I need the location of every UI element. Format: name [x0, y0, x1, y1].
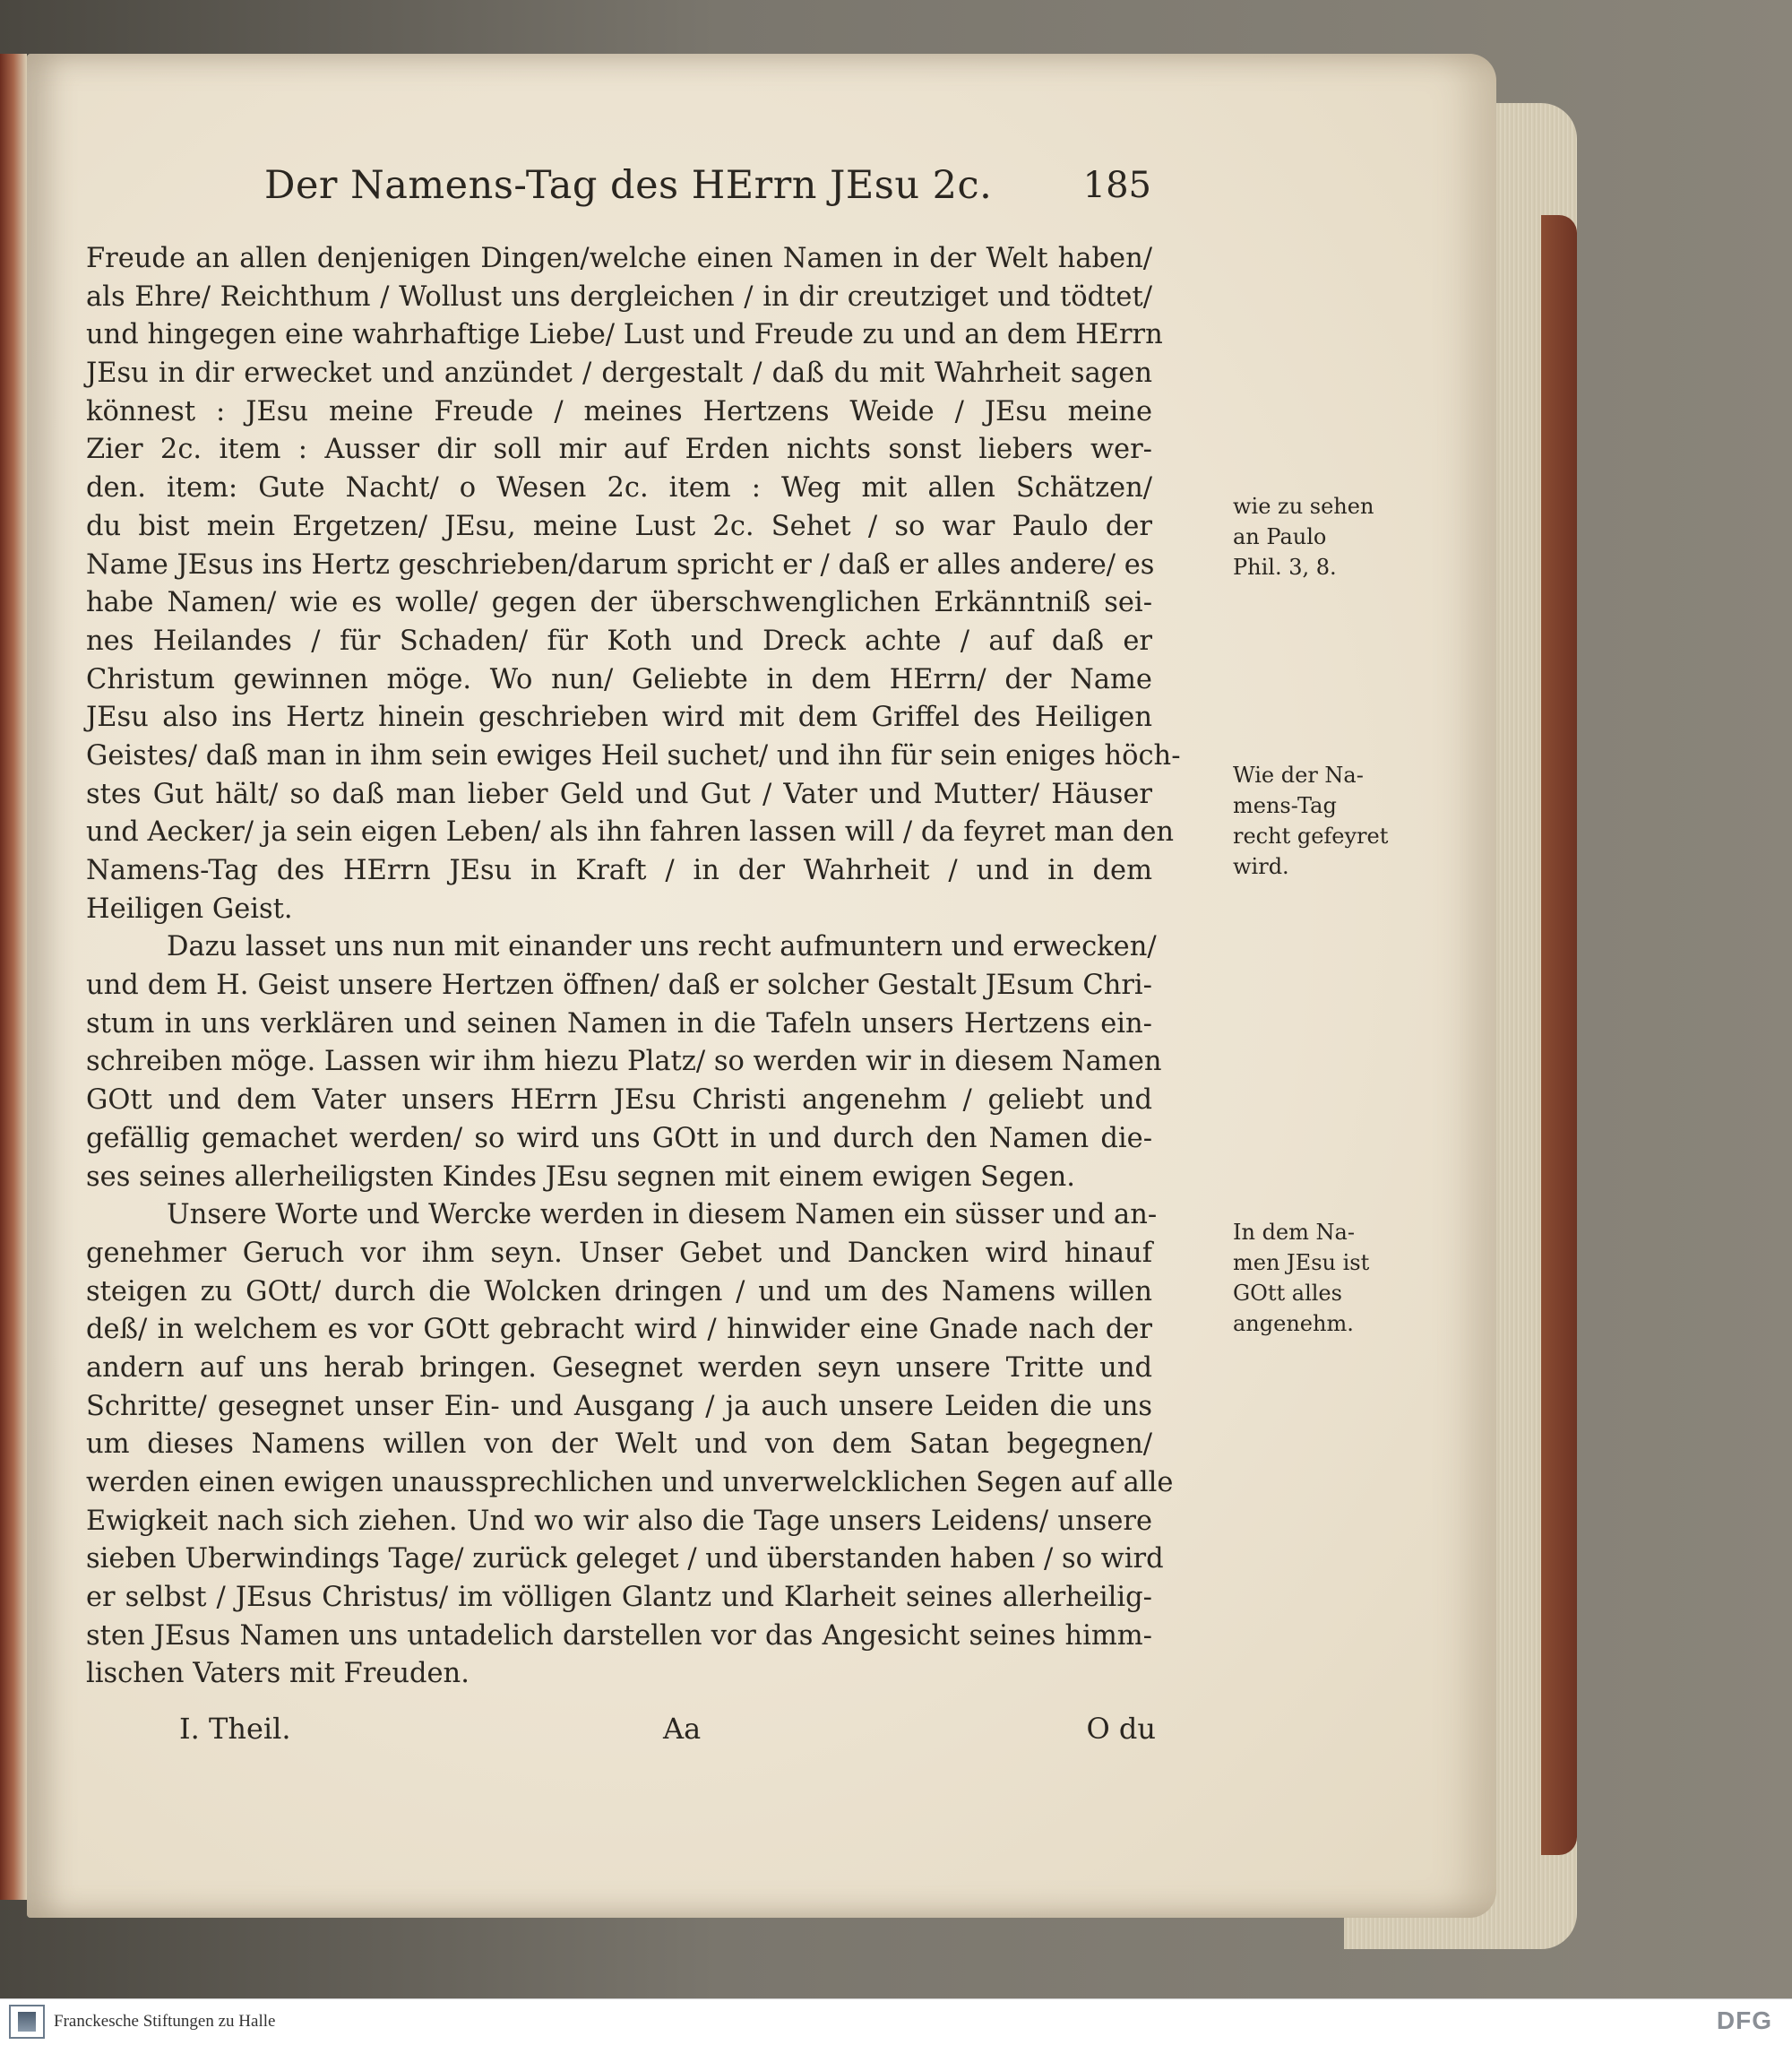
signature-mark: Aa [663, 1712, 702, 1746]
left-page-edge [0, 54, 27, 1900]
text-line: um dieses Namens willen von der Welt und von dem Satan begegnen/ [86, 1428, 1152, 1461]
marginal-note-line: Phil. 3, 8. [1233, 555, 1337, 580]
marginal-note [1233, 1217, 1412, 1339]
body-text [86, 240, 1389, 1694]
page-header [264, 163, 1151, 217]
text-line: Namens-Tag des HErrn JEsu in Kraft / in der Wahrheit / und in dem [86, 855, 1152, 886]
text-line: gefällig gemachet werden/ so wird uns GOtt in und durch den Namen die- [86, 1122, 1152, 1154]
text-line: und Aecker/ ja sein eigen Leben/ als ihn fahren lassen will / da feyret man den [86, 816, 1175, 849]
text-line: nes Heilandes / für Schaden/ für Koth und Dreck achte / auf daß er [86, 625, 1152, 657]
page-footer [179, 1712, 1156, 1756]
text-line: Unsere Worte und Wercke werden in diesem Namen ein süsser und an- [167, 1199, 1158, 1231]
text-line: genehmer Geruch vor ihm seyn. Unser Gebet und Dancken wird hinauf [86, 1237, 1152, 1269]
attribution-bar [0, 1998, 1792, 2045]
text-line: JEsu in dir erwecket und anzündet / dergestalt / daß du mit Wahrheit sagen [86, 358, 1152, 390]
text-line: Christum gewinnen möge. Wo nun/ Geliebte in dem HErrn/ der Name [86, 663, 1152, 695]
marginal-note-line: wird. [1233, 854, 1289, 879]
text-line: Freude an allen denjenigen Dingen/welche einen Namen in der Welt haben/ [86, 243, 1152, 274]
marginal-note [1233, 491, 1412, 582]
text-line: Geistes/ daß man in ihm sein ewiges Heil suchet/ und ihn für sein eniges höch- [86, 739, 1181, 772]
text-line: deß/ in welchem es vor GOtt gebracht wird / hinwider eine Gnade nach der [86, 1314, 1152, 1346]
institution-name[interactable]: Franckesche Stiftungen zu Halle [54, 2012, 276, 2031]
text-line: stum in uns verklären und seinen Namen in die Tafeln unsers Hertzens ein- [86, 1007, 1152, 1040]
text-line: steigen zu GOtt/ durch die Wolcken dringen / und um des Namens willen [86, 1275, 1152, 1307]
marginal-note-line: angenehm. [1233, 1311, 1354, 1336]
text-line: und dem H. Geist unsere Hertzen öffnen/ daß er solcher Gestalt JEsum Chri- [86, 970, 1152, 1002]
text-line: sieben Uberwindings Tage/ zurück geleget / und überstanden haben / so wird [86, 1543, 1164, 1575]
dfg-logo[interactable]: DFG [1716, 2006, 1772, 2034]
text-line: Schritte/ gesegnet unser Ein- und Ausgang / ja auch unsere Leiden die uns [86, 1390, 1152, 1422]
text-line: könnest : JEsu meine Freude / meines Hertzens Weide / JEsu meine [86, 395, 1152, 427]
marginal-note-line: Wie der Na- [1233, 763, 1364, 788]
marginal-note-line: In dem Na- [1233, 1220, 1355, 1245]
text-line: JEsu also ins Hertz hinein geschrieben wird mit dem Griffel des Heiligen [86, 702, 1152, 734]
text-line: Dazu lasset uns nun mit einander uns recht aufmuntern und erwecken/ [167, 931, 1157, 963]
marginal-note [1233, 760, 1412, 882]
text-line: andern auf uns herab bringen. Gesegnet werden seyn unsere Tritte und [86, 1351, 1152, 1384]
text-line: lischen Vaters mit Freuden. [86, 1658, 470, 1690]
text-line: er selbst / JEsus Christus/ im völligen Glantz und Klarheit seines allerheilig- [86, 1582, 1152, 1614]
book-cover-edge [1541, 215, 1577, 1855]
text-line: du bist mein Ergetzen/ JEsu, meine Lust 2c. Sehet / so war Paulo der [86, 510, 1152, 542]
marginal-note-line: men JEsu ist [1233, 1250, 1370, 1275]
text-line: schreiben möge. Lassen wir ihm hiezu Platz/ so werden wir in diesem Namen [86, 1046, 1162, 1078]
text-line: habe Namen/ wie es wolle/ gegen der überschwenglichen Erkänntniß sei- [86, 587, 1152, 619]
marginal-note-line: wie zu sehen [1233, 494, 1374, 519]
text-line: als Ehre/ Reichthum / Wollust uns dergleichen / in dir creutziget und tödtet/ [86, 280, 1152, 313]
text-line: stes Gut hält/ so daß man lieber Geld und Gut / Vater und Mutter/ Häuser [86, 778, 1152, 810]
running-title: Der Namens-Tag des HErrn JEsu 2c. [264, 163, 993, 208]
marginal-note-line: recht gefeyret [1233, 824, 1389, 849]
text-line: Zier 2c. item : Ausser dir soll mir auf Erden nichts sonst liebers wer- [86, 434, 1152, 466]
marginal-note-line: an Paulo [1233, 524, 1327, 549]
text-line: den. item: Gute Nacht/ o Wesen 2c. item : Weg mit allen Schätzen/ [86, 472, 1152, 505]
page-number: 185 [1082, 165, 1151, 206]
part-label: I. Theil. [179, 1712, 291, 1746]
text-line: GOtt und dem Vater unsers HErrn JEsu Christi angenehm / geliebt und [86, 1084, 1152, 1117]
text-line: Ewigkeit nach sich ziehen. Und wo wir also die Tage unsers Leidens/ unsere [86, 1505, 1152, 1537]
institution-logo-icon[interactable] [9, 2005, 45, 2039]
text-line: Name JEsus ins Hertz geschrieben/darum spricht er / daß er alles andere/ es [86, 548, 1155, 581]
text-line: und hingegen eine wahrhaftige Liebe/ Lust und Freude zu und an dem HErrn [86, 319, 1163, 351]
text-line: werden einen ewigen unaussprechlichen und unverwelcklichen Segen auf alle [86, 1467, 1174, 1498]
text-line: Heiligen Geist. [86, 893, 293, 925]
text-line: ses seines allerheiligsten Kindes JEsu segnen mit einem ewigen Segen. [86, 1161, 1075, 1193]
marginal-note-line: GOtt alles [1233, 1281, 1342, 1306]
text-line: sten JEsus Namen uns untadelich darstellen vor das Angesicht seines himm- [86, 1619, 1152, 1652]
marginal-note-line: mens-Tag [1233, 793, 1337, 818]
catchword: O du [1086, 1712, 1156, 1746]
